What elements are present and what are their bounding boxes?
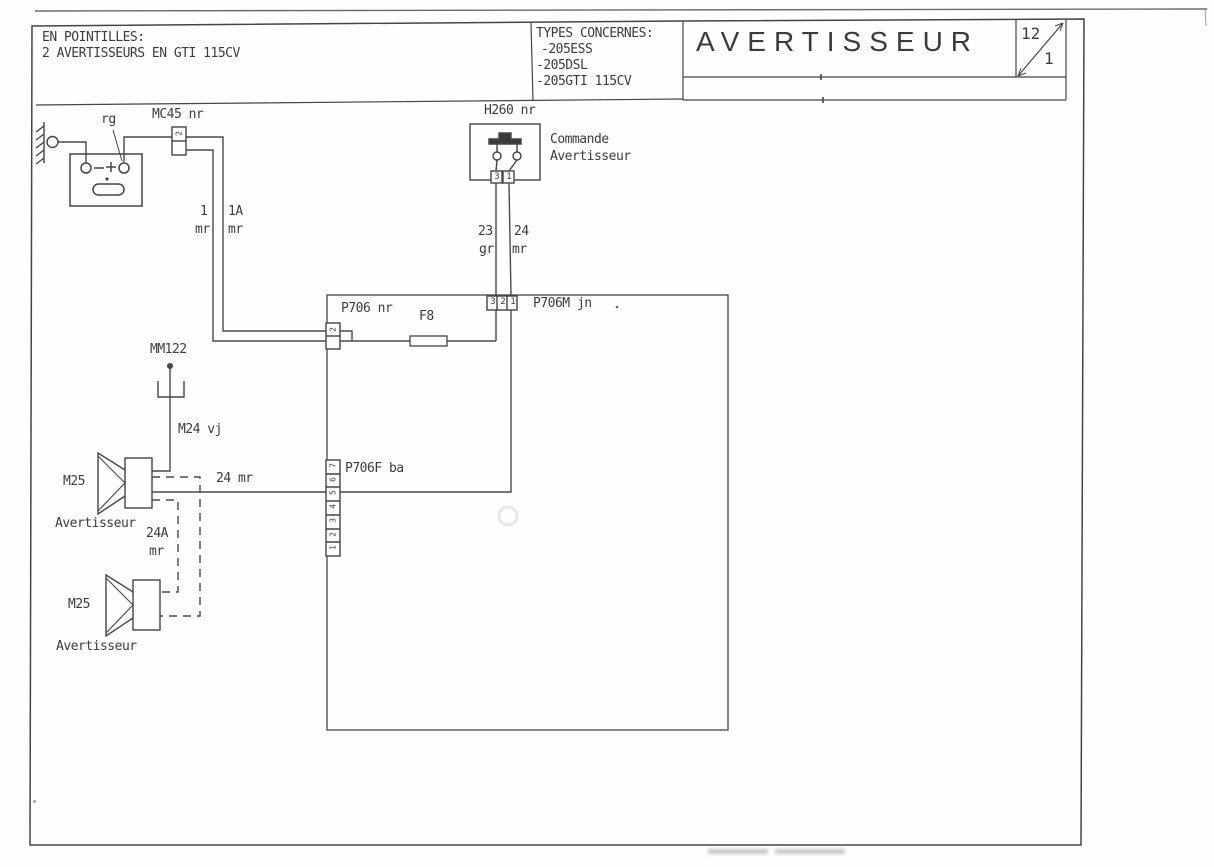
fuse-f8-label: F8 — [419, 309, 434, 324]
mm122-label: MM122 — [150, 342, 187, 357]
p706m-pin-1: 1 — [510, 297, 516, 307]
p706m-label: P706M jn — [533, 296, 592, 311]
wire-23-color: gr — [479, 242, 494, 257]
p706m-pin-2: 2 — [500, 297, 506, 307]
wire-24v-num: 24 — [514, 224, 529, 239]
h260-terminal-1: 1 — [506, 172, 512, 182]
horn1-symbol — [98, 453, 152, 514]
wire-1a-num: 1A — [228, 204, 243, 219]
wire-m24-label: M24 vj — [178, 422, 222, 437]
wire-1-color: mr — [195, 222, 210, 237]
wire-rg-label: rg — [101, 112, 116, 127]
wire-23-num: 23 — [478, 224, 493, 239]
page-number: 12 — [1021, 24, 1041, 43]
horn1-ref: M25 — [63, 474, 85, 489]
wire-1-num: 1 — [200, 204, 208, 219]
mc45-pin-2: 2 — [174, 131, 184, 136]
p706f-pin-6: 6 — [328, 477, 338, 482]
page-corner-edge — [1205, 9, 1206, 26]
page-top-edge — [35, 9, 1207, 11]
wire-24a-num: 24A — [146, 526, 168, 541]
p706-label: P706 nr — [341, 301, 393, 316]
horn2-ref: M25 — [68, 597, 90, 612]
ground-symbol — [36, 122, 58, 164]
rg-leader-line — [113, 130, 122, 161]
p706f-pin-1: 1 — [328, 545, 338, 550]
fuse-f8-symbol — [410, 336, 447, 346]
p706f-pin-2: 2 — [328, 532, 338, 537]
h260-label: H260 nr — [484, 103, 536, 118]
fuse-relay-box — [327, 295, 728, 730]
h260-caption-line2: Avertisseur — [550, 149, 631, 164]
wire-1a-color: mr — [228, 222, 243, 237]
horn2-name: Avertisseur — [56, 639, 137, 654]
type-205ess: -205ESS — [541, 42, 593, 57]
types-title: TYPES CONCERNES: — [536, 26, 654, 41]
mm122-ground-symbol — [158, 363, 184, 397]
wire-24v-color: mr — [512, 242, 527, 257]
ink-dot-artifact — [616, 306, 619, 309]
illegible-print-artifact — [775, 849, 845, 854]
p706f-pin-7: 7 — [328, 463, 338, 468]
h260-caption-line1: Commande — [550, 132, 609, 147]
ink-dot-artifact — [33, 800, 36, 803]
wire-24a-color: mr — [149, 544, 164, 559]
scan-smudge — [499, 507, 517, 525]
p706f-pin-5: 5 — [328, 490, 338, 495]
p706m-pin-3: 3 — [490, 297, 496, 307]
mc45-label: MC45 nr — [152, 107, 204, 122]
page-title: AVERTISSEUR — [696, 26, 980, 57]
horn2-symbol — [106, 575, 160, 636]
wire-24-label: 24 mr — [216, 471, 253, 486]
illegible-print-artifact — [708, 849, 768, 854]
type-205gti: -205GTI 115CV — [536, 74, 632, 89]
page-index: 1 — [1044, 49, 1054, 68]
wires-solid — [58, 137, 511, 492]
horn1-name: Avertisseur — [55, 516, 136, 531]
p706-pin-2: 2 — [328, 327, 338, 332]
h260-terminal-3: 3 — [494, 172, 500, 182]
header-note-line2: 2 AVERTISSEURS EN GTI 115CV — [42, 46, 240, 61]
type-205dsl: -205DSL — [536, 58, 588, 73]
p706f-pin-4: 4 — [328, 504, 338, 509]
header-note-line1: EN POINTILLES: — [42, 30, 145, 45]
push-button-icon — [489, 133, 521, 144]
p706f-pin-3: 3 — [328, 518, 338, 523]
p706f-label: P706F ba — [345, 461, 404, 476]
